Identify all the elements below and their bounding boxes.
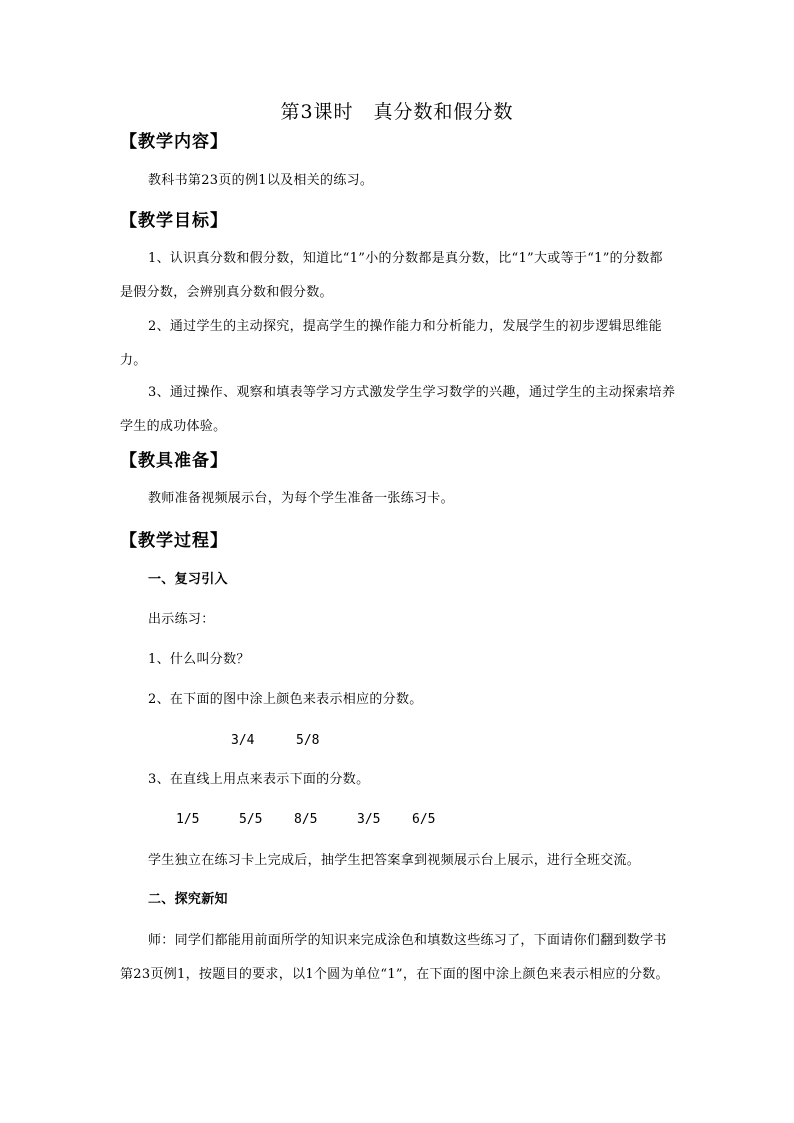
- goal-item-2: 2、通过学生的主动探究，提高学生的操作能力和分析能力，发展学生的初步逻辑思维能力。: [120, 319, 662, 368]
- q2-fraction-1: 3/4: [231, 733, 255, 748]
- question-1: 1、什么叫分数？: [148, 652, 250, 667]
- exercise-summary: 学生独立在练习卡上完成后，抽学生把答案拿到视频展示台上展示，进行全班交流。: [148, 853, 641, 868]
- q3-fraction-3: 8/5: [294, 812, 318, 827]
- q3-fraction-5: 6/5: [412, 812, 436, 827]
- q3-fraction-2: 5/5: [239, 812, 263, 827]
- teaching-tools-text: 教师准备视频展示台，为每个学生准备一张练习卡。: [148, 491, 454, 506]
- heading-teaching-goals: 【教学目标】: [120, 211, 228, 231]
- q2-fraction-2: 5/8: [296, 733, 320, 748]
- question-3: 3、在直线上用点来表示下面的分数。: [148, 772, 370, 787]
- goal-item-1: 1、认识真分数和假分数，知道比“1”小的分数都是真分数，比“1”大或等于“1”的分数都是假分数，会辨别真分数和假分数。: [120, 251, 663, 300]
- part2-title: 二、探究新知: [148, 892, 228, 907]
- show-exercise-label: 出示练习：: [148, 612, 215, 627]
- heading-teaching-content: 【教学内容】: [120, 132, 228, 152]
- question-2: 2、在下面的图中涂上颜色来表示相应的分数。: [148, 692, 423, 707]
- part1-title: 一、复习引入: [148, 572, 228, 587]
- page-title: 第3课时 真分数和假分数: [280, 101, 514, 123]
- q3-fraction-4: 3/5: [357, 812, 381, 827]
- heading-teaching-process: 【教学过程】: [120, 531, 228, 551]
- goal-item-3: 3、通过操作、观察和填表等学习方式激发学生学习数学的兴趣，通过学生的主动探索培养学生的成功体验。: [120, 385, 676, 434]
- heading-teaching-tools: 【教具准备】: [120, 451, 228, 471]
- q3-fraction-1: 1/5: [176, 812, 200, 827]
- teaching-content-text: 教科书第23页的例1以及相关的练习。: [148, 173, 374, 188]
- teacher-instruction: 师：同学们都能用前面所学的知识来完成涂色和填数这些练习了，下面请你们翻到数学书第23页例1，按题目的要求，以1个圆为单位“1”，在下面的图中涂上颜色来表示相应的分数。: [120, 933, 669, 982]
